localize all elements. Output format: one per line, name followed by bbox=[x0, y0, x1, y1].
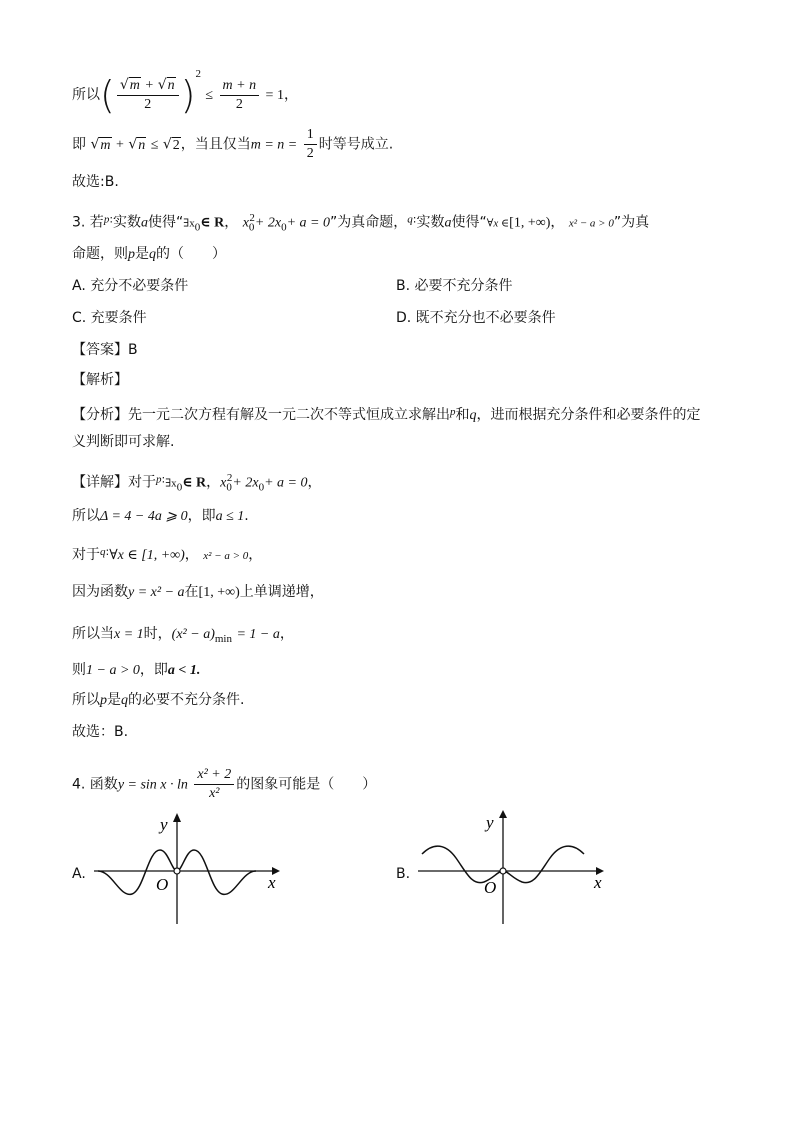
q3-text-7: 命题，则 bbox=[72, 246, 128, 262]
le-sign: ≤ bbox=[205, 88, 214, 103]
detail-eq-end: + a = 0 bbox=[264, 475, 308, 491]
detail-line-2 bbox=[72, 506, 249, 527]
s3-end: 上单调递增， bbox=[239, 584, 324, 600]
s3-pre: 因为函数 bbox=[72, 584, 128, 600]
s1-mid: ，即 bbox=[187, 508, 216, 524]
forall-x: ∀x ∈ bbox=[486, 217, 510, 230]
q3-eq: + 2x bbox=[254, 215, 282, 231]
graph-b-x-label: x bbox=[594, 873, 602, 892]
text-dangqie: ，当且仅当 bbox=[180, 136, 251, 153]
q3-text-5: 使得“ bbox=[451, 214, 487, 231]
s4-pre: 所以当 bbox=[72, 626, 114, 642]
q4-fraction: $\frac{\text{x² + 2}}{\text{x²}}$ bbox=[194, 766, 234, 803]
detail-p: p bbox=[156, 473, 162, 486]
detail-line-5 bbox=[72, 624, 294, 649]
le-sign-2: ≤ bbox=[150, 137, 159, 153]
detail-line-6 bbox=[72, 660, 200, 681]
question-3-line-2 bbox=[72, 244, 226, 265]
s5-expr: 1 − a > 0 bbox=[86, 663, 140, 678]
question-4-line bbox=[72, 766, 376, 803]
graph-b-y-arrow bbox=[499, 810, 507, 818]
p-var: p bbox=[128, 247, 135, 262]
s1-expr: Δ = 4 − 4a ⩾ 0 bbox=[100, 509, 188, 524]
s2-expr: ∀x ∈ [1, +∞) bbox=[109, 548, 185, 563]
fenxi-and: 和 bbox=[455, 407, 470, 423]
detail-tag: 【详解】 bbox=[72, 474, 128, 491]
detail-line-7 bbox=[72, 690, 244, 711]
answer-value: B bbox=[128, 342, 138, 358]
ineq-line-1 bbox=[72, 64, 298, 115]
s4-end: ， bbox=[279, 626, 294, 642]
equals-one: = 1 bbox=[265, 88, 284, 103]
option-c: C. 充要条件 bbox=[72, 310, 147, 326]
s2-end: ， bbox=[248, 547, 263, 563]
text-de: 的（ ） bbox=[156, 246, 226, 262]
detail-exists: ∃x bbox=[165, 477, 177, 490]
fenxi-line-1 bbox=[72, 402, 701, 426]
graph-b-label: B. bbox=[396, 866, 411, 882]
fraction-half: $\frac{1}{2}$ bbox=[304, 126, 317, 163]
detail-line-1: 【详解】对于$^{p:}\exists x_0\in$ R，$x_0^2+ 2x_0+ a = 0$， bbox=[72, 472, 322, 494]
fenxi-tag: 【分析】 bbox=[72, 407, 128, 423]
detail-in-r: ∈ R bbox=[182, 475, 207, 491]
s5-mid: ，即 bbox=[139, 662, 168, 678]
detail-for-p: 对于 bbox=[128, 474, 156, 491]
select-b-1: 故选:B. bbox=[72, 174, 119, 190]
q-label: q bbox=[407, 213, 413, 226]
q3-number: 3. 若 bbox=[72, 214, 104, 231]
s6-end: 的必要不充分条件. bbox=[128, 692, 245, 708]
s3-interval: [1, +∞) bbox=[198, 585, 240, 600]
answer-line bbox=[72, 340, 138, 360]
graph-b bbox=[414, 810, 614, 930]
interval: [1, +∞) bbox=[509, 215, 551, 231]
fenxi-text-1: 先一元二次方程有解及一元二次不等式恒成立求解出 bbox=[128, 407, 450, 423]
left-paren: ( bbox=[100, 73, 115, 117]
detail-comma: ， bbox=[307, 474, 322, 491]
s4-x: x = 1 bbox=[114, 627, 144, 642]
q3-text-3: ”为真命题， bbox=[330, 214, 408, 231]
s4-mid: 时， bbox=[143, 626, 172, 642]
q4-number: 4. 函数 bbox=[72, 776, 118, 793]
fraction-mn: $\frac{m + n}{2}$ bbox=[220, 77, 260, 114]
q3-text-2: 使得“ bbox=[148, 214, 184, 231]
s4-expr: (x² − a) bbox=[171, 627, 215, 642]
s6-is: 是 bbox=[107, 692, 121, 708]
s2-ineq: x² − a > 0 bbox=[203, 550, 249, 562]
q3-eq-2: + a = 0 bbox=[286, 215, 330, 231]
var-a: a bbox=[141, 215, 149, 231]
fenxi-line-2: 义判断即可求解. bbox=[72, 434, 175, 450]
option-d: D. 既不充分也不必要条件 bbox=[396, 310, 556, 326]
text-dengh: 时等号成立. bbox=[318, 136, 394, 153]
exists-x: ∃x bbox=[183, 217, 195, 230]
s1-end: . bbox=[244, 508, 249, 524]
text-ji: 即 bbox=[72, 136, 86, 153]
s3-fn: y = x² − a bbox=[128, 585, 185, 600]
s3-mid: 在 bbox=[184, 584, 199, 600]
graph-a-x-label: x bbox=[268, 873, 276, 892]
option-a: A. 充分不必要条件 bbox=[72, 278, 189, 294]
fenxi-p: p bbox=[450, 406, 456, 418]
s4-res: = 1 − a bbox=[236, 627, 280, 642]
s6-q: q bbox=[121, 693, 128, 708]
s6-pre: 所以 bbox=[72, 692, 100, 708]
answer-tag: 【答案】 bbox=[72, 342, 128, 358]
in-r: ∈ R bbox=[200, 215, 225, 231]
s2-pre: 对于 bbox=[72, 547, 100, 563]
detail-line-3: 对于$^{q:}$∀x ∈ [1, +∞)， x² − a > 0， bbox=[72, 545, 263, 563]
graph-b-y-label: y bbox=[486, 813, 494, 832]
graph-b-open-point bbox=[500, 868, 506, 874]
graph-a bbox=[90, 810, 290, 930]
detail-line-4 bbox=[72, 582, 324, 603]
q4-fn: y = sin x · ln bbox=[117, 777, 188, 793]
ineq-line-2: 即 √m + √n ≤ √2，当且仅当m = n = $\frac{1}{2}$ 时等号成立. bbox=[72, 127, 394, 161]
s2-q: q bbox=[100, 546, 106, 558]
comma-2: ， bbox=[550, 214, 565, 231]
question-3-line-1: 3. 若$^{p:}$实数a使得“$\exists x_0\in$ R， $x_0^2+ 2x_0+ a = 0$”为真命题，$^{q:}$实数a使得“∀x ∈[1, +∞)， x² − a > 0”为真 bbox=[72, 212, 650, 234]
graph-a-open-point bbox=[174, 868, 180, 874]
p-label: p bbox=[103, 213, 110, 226]
text-shi: 是 bbox=[135, 246, 149, 262]
option-b: B. 必要不充分条件 bbox=[396, 278, 513, 294]
graph-a-y-label: y bbox=[160, 815, 168, 834]
s6-p: p bbox=[100, 693, 107, 708]
fenxi-text-2: ，进而根据充分条件和必要条件的定 bbox=[476, 407, 701, 423]
analysis-tag: 【解析】 bbox=[72, 372, 128, 388]
fraction-sqrt: $\frac{√m + √n}{2}$ bbox=[117, 76, 179, 114]
q3-text-6: ”为真 bbox=[613, 214, 650, 231]
exponent: 2 bbox=[195, 68, 201, 80]
graph-a-label: A. bbox=[72, 866, 86, 882]
s5-res: a < 1. bbox=[167, 663, 201, 678]
s4-sub: min bbox=[214, 632, 232, 645]
fenxi-q: q bbox=[469, 408, 477, 423]
sub-0: 0 bbox=[194, 221, 201, 234]
s1-pre: 所以 bbox=[72, 508, 100, 524]
comma: ， bbox=[283, 87, 298, 103]
q-var: q bbox=[149, 247, 156, 262]
q3-text-4: 实数 bbox=[416, 214, 445, 231]
q4-end: 的图象可能是（ ） bbox=[236, 776, 377, 793]
m-eq-n: m = n = bbox=[250, 137, 298, 153]
s1-res: a ≤ 1 bbox=[215, 509, 245, 524]
detail-line-8: 故选：B. bbox=[72, 724, 129, 740]
detail-eq: + 2x bbox=[232, 475, 259, 491]
q3-ineq: x² − a > 0 bbox=[568, 217, 614, 230]
q3-text-1: 实数 bbox=[113, 214, 142, 231]
graph-a-origin: O bbox=[156, 875, 169, 894]
text-suoyi: 所以 bbox=[72, 87, 100, 103]
graph-a-y-arrow bbox=[173, 813, 181, 822]
comma-q3: ， bbox=[224, 214, 239, 231]
s5-pre: 则 bbox=[72, 662, 86, 678]
right-paren: ) bbox=[180, 73, 196, 117]
var-a-2: a bbox=[444, 215, 452, 231]
graph-b-origin: O bbox=[484, 878, 497, 897]
